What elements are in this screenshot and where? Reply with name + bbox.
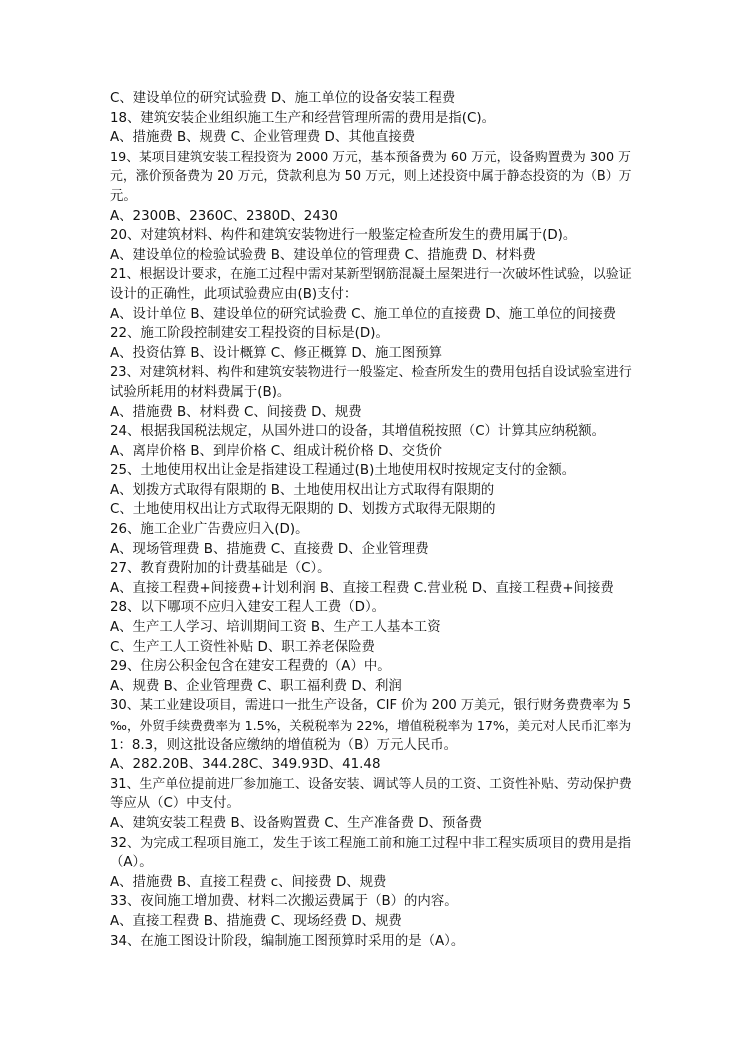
question-33: 33、夜间施工增加费、材料二次搬运费属于（B）的内容。: [110, 894, 458, 910]
answer-options-20: A、建设单位的检验试验费 B、建设单位的管理费 C、措施费 D、材料费: [110, 247, 536, 263]
answer-options-27: A、直接工程费+间接费+计划利润 B、直接工程费 C.营业税 D、直接工程费+间接费: [110, 580, 614, 596]
question-29: 29、住房公积金包含在建安工程费的（A）中。: [110, 659, 391, 675]
text-line: 元，涨价预备费为 20 万元，贷款利息为 50 万元，则上述投资中属于静态投资的为（B）万: [110, 169, 632, 185]
answer-options-24: A、离岸价格 B、到岸价格 C、组成计税价格 D、交货价: [110, 443, 442, 459]
answer-options-28: A、生产工人学习、培训期间工资 B、生产工人基本工资: [110, 620, 441, 636]
text-line: 等应从（C）中支付。: [110, 796, 240, 812]
answer-options-19: A、2300B、2360C、2380D、2430: [110, 208, 338, 224]
text-line: 试验所耗用的材料费属于(B)。: [110, 384, 291, 400]
text-line: C、生产工人工资性补贴 D、职工养老保险费: [110, 639, 375, 655]
question-34: 34、在施工图设计阶段，编制施工图预算时采用的是（A）。: [110, 933, 465, 949]
answer-options-33: A、直接工程费 B、措施费 C、现场经费 D、规费: [110, 913, 402, 929]
answer-options-29: A、规费 B、企业管理费 C、职工福利费 D、利润: [110, 678, 402, 694]
document-page: [110, 89, 634, 951]
question-23: 23、对建筑材料、构件和建筑安装物进行一般鉴定、检查所发生的费用包括自设试验室进行: [110, 365, 632, 381]
text-line: C、土地使用权出让方式取得无限期的 D、划拨方式取得无限期的: [110, 502, 496, 518]
text-line: 设计的正确性，此项试验费应由(B)支付：: [110, 286, 358, 302]
question-31: 31、生产单位提前进厂参加施工、设备安装、调试等人员的工资、工资性补贴、劳动保护费: [110, 776, 632, 792]
question-24: 24、根据我国税法规定，从国外进口的设备，其增值税按照（C）计算其应纳税额。: [110, 424, 606, 440]
question-27: 27、教育费附加的计费基础是（C）。: [110, 561, 331, 577]
answer-options-25: A、划拨方式取得有限期的 B、土地使用权出让方式取得有限期的: [110, 482, 495, 498]
text-line: 1：8.3，则这批设备应缴纳的增值税为（B）万元人民币。: [110, 737, 457, 753]
question-18: 18、建筑安装企业组织施工生产和经营管理所需的费用是指(C)。: [110, 110, 495, 126]
answer-options-30: A、282.20B、344.28C、349.93D、41.48: [110, 757, 381, 773]
question-19: 19、某项目建筑安装工程投资为 2000 万元，基本预备费为 60 万元，设备购置费为 300 万: [110, 149, 631, 165]
question-22: 22、施工阶段控制建安工程投资的目标是(D)。: [110, 326, 389, 342]
question-30: 30、某工业建设项目，需进口一批生产设备，CIF 价为 200 万美元，银行财务费费率为 5: [110, 698, 632, 714]
answer-options-26: A、现场管理费 B、措施费 C、直接费 D、企业管理费: [110, 541, 429, 557]
answer-options-22: A、投资估算 B、设计概算 C、修正概算 D、施工图预算: [110, 345, 442, 361]
question-28: 28、以下哪项不应归入建安工程人工费（D）。: [110, 600, 386, 616]
text-line: ‰，外贸手续费费率为 1.5%，关税税率为 22%，增值税税率为 17%，美元对人民币汇率为: [110, 718, 632, 733]
question-20: 20、对建筑材料、构件和建筑安装物进行一般鉴定检查所发生的费用属于(D)。: [110, 228, 577, 244]
text-line: 元。: [110, 188, 137, 204]
question-32: 32、为完成工程项目施工，发生于该工程施工前和施工过程中非工程实质项目的费用是指: [110, 835, 631, 851]
answer-options-32: A、措施费 B、直接工程费 c、间接费 D、规费: [110, 874, 387, 890]
question-21: 21、根据设计要求，在施工过程中需对某新型钢筋混凝土屋架进行一次破坏性试验，以验证: [110, 267, 632, 283]
text-line: （A）。: [110, 855, 153, 871]
text-line: C、建设单位的研究试验费 D、施工单位的设备安装工程费: [110, 91, 456, 106]
answer-options-31: A、建筑安装工程费 B、设备购置费 C、生产准备费 D、预备费: [110, 815, 483, 831]
answer-options-21: A、设计单位 B、建设单位的研究试验费 C、施工单位的直接费 D、施工单位的间接费: [110, 306, 617, 322]
question-25: 25、土地使用权出让金是指建设工程通过(B)土地使用权时按规定支付的金额。: [110, 463, 576, 479]
answer-options-18: A、措施费 B、规费 C、企业管理费 D、其他直接费: [110, 130, 416, 146]
question-26: 26、施工企业广告费应归入(D)。: [110, 522, 309, 538]
answer-options-23: A、措施费 B、材料费 C、间接费 D、规费: [110, 404, 362, 420]
